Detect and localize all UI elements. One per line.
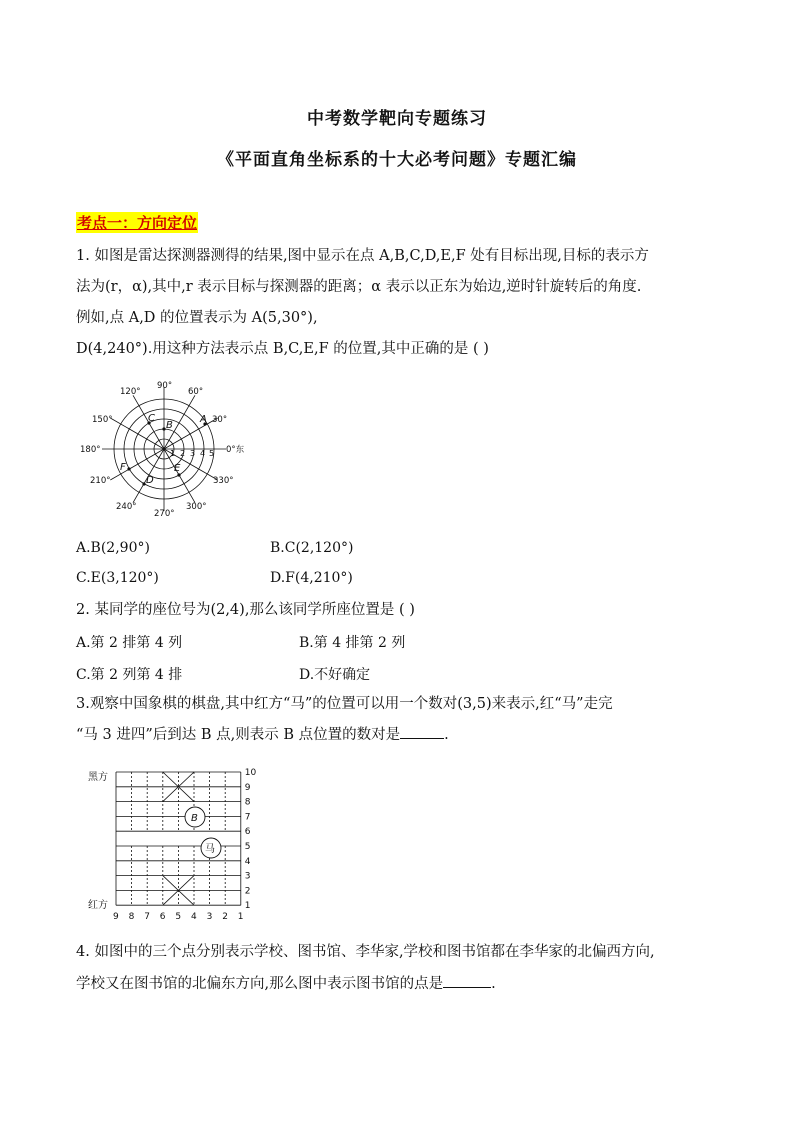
board-label-black: 黑方: [88, 772, 108, 783]
board-col-label: 3: [206, 912, 213, 923]
q4-line-2-text: 学校又在图书馆的北偏东方向,那么图中表示图书馆的点是: [76, 976, 444, 992]
board-row-label: 5: [244, 842, 251, 852]
document-subtitle: 《平面直角坐标系的十大必考问题》专题汇编: [217, 150, 577, 170]
q1-option-a: A.B(2,90°): [76, 540, 150, 556]
q3-line-2: [76, 724, 449, 745]
radar-point-c: C: [148, 413, 155, 424]
board-col-label: 4: [191, 912, 197, 923]
angle-label-60: 60°: [188, 387, 204, 397]
board-row-label: 10: [244, 768, 257, 778]
piece-b-label: B: [191, 813, 198, 824]
radar-ray-210: [110, 449, 164, 480]
ring-label-3: 3: [190, 449, 196, 458]
ring-label-4: 4: [200, 449, 206, 458]
board-col-label: 5: [175, 912, 182, 923]
ring-label-5: 5: [209, 449, 215, 458]
angle-label-240: 240°: [116, 502, 137, 512]
radar-point-f-dot: [127, 467, 130, 470]
q3-line-2-end: .: [444, 727, 449, 743]
q1-line-3: 例如,点 A,D 的位置表示为 A(5,30°),: [76, 310, 318, 326]
angle-label-0: 0°东: [226, 445, 245, 455]
section-heading: 考点一：方向定位: [77, 214, 198, 232]
radar-point-a: A: [200, 414, 207, 425]
board-row-label: 6: [244, 827, 251, 838]
angle-label-150: 150°: [92, 415, 113, 425]
radar-point-d: D: [146, 475, 154, 486]
board-row-label: 9: [244, 782, 251, 793]
board-col-label: 1: [237, 912, 244, 923]
chess-board-figure: [84, 762, 264, 930]
board-row-label: 3: [244, 871, 251, 882]
ring-label-1: 1: [170, 449, 176, 458]
q1-option-d: D.F(4,210°): [270, 570, 353, 586]
radar-point-e: E: [174, 463, 181, 474]
q1-line-1: 1. 如图是雷达探测器测得的结果,图中显示在点 A,B,C,D,E,F 处有目标出现,目标的表示方: [76, 248, 649, 264]
angle-label-90: 90°: [157, 381, 173, 391]
board-row-label: 4: [244, 856, 251, 867]
q2-text: 2. 某同学的座位号为(2,4),那么该同学所座位置是 ( ): [76, 602, 415, 618]
q2-option-b: B.第 4 排第 2 列: [299, 635, 406, 651]
radar-point-f: F: [120, 462, 126, 473]
radar-figure: [76, 378, 256, 520]
q2-option-d: D.不好确定: [299, 667, 371, 683]
board-col-label: 6: [159, 912, 166, 923]
q4-line-2-end: .: [491, 976, 496, 992]
document-title: 中考数学靶向专题练习: [307, 109, 487, 129]
angle-label-210: 210°: [90, 476, 111, 486]
angle-label-120: 120°: [120, 387, 141, 397]
angle-label-270: 270°: [154, 509, 175, 519]
board-col-label: 7: [144, 912, 150, 923]
board-col-label: 8: [128, 912, 135, 923]
q4-answer-blank[interactable]: [443, 973, 491, 988]
board-label-red: 红方: [88, 900, 108, 911]
angle-label-180: 180°: [80, 445, 101, 455]
angle-label-30: 30°: [212, 415, 228, 425]
q3-line-2-text: “马 3 进四”后到达 B 点,则表示 B 点位置的数对是: [76, 727, 401, 743]
q3-answer-blank[interactable]: [400, 724, 444, 739]
q4-line-2: [76, 973, 496, 994]
board-col-label: 9: [113, 912, 119, 923]
angle-label-330: 330°: [213, 476, 234, 486]
board-col-label: 2: [222, 912, 228, 923]
board-row-label: 7: [244, 812, 251, 823]
q2-option-c: C.第 2 列第 4 排: [76, 667, 183, 683]
q1-line-2: 法为(r，α),其中,r 表示目标与探测器的距离；α 表示以正东为始边,逆时针旋转后的角度.: [76, 279, 642, 295]
q3-line-1: 3.观察中国象棋的棋盘,其中红方“马”的位置可以用一个数对(3,5)来表示,红“马”走完: [76, 696, 613, 712]
board-row-label: 1: [244, 901, 251, 912]
angle-label-300: 300°: [186, 502, 207, 512]
q4-line-1: 4. 如图中的三个点分别表示学校、图书馆、李华家,学校和图书馆都在李华家的北偏西方向,: [76, 944, 655, 960]
board-row-label: 8: [244, 797, 251, 808]
q1-option-c: C.E(3,120°): [76, 570, 159, 586]
piece-horse-label: 马: [205, 844, 215, 855]
q1-option-b: B.C(2,120°): [270, 540, 354, 556]
radar-ray-150: [110, 418, 164, 449]
board-row-label: 2: [244, 886, 251, 897]
radar-point-b: B: [166, 420, 173, 431]
ring-label-2: 2: [180, 449, 186, 458]
q2-option-a: A.第 2 排第 4 列: [76, 635, 183, 651]
q1-line-4: D(4,240°).用这种方法表示点 B,C,E,F 的位置,其中正确的是 ( ): [76, 341, 489, 357]
